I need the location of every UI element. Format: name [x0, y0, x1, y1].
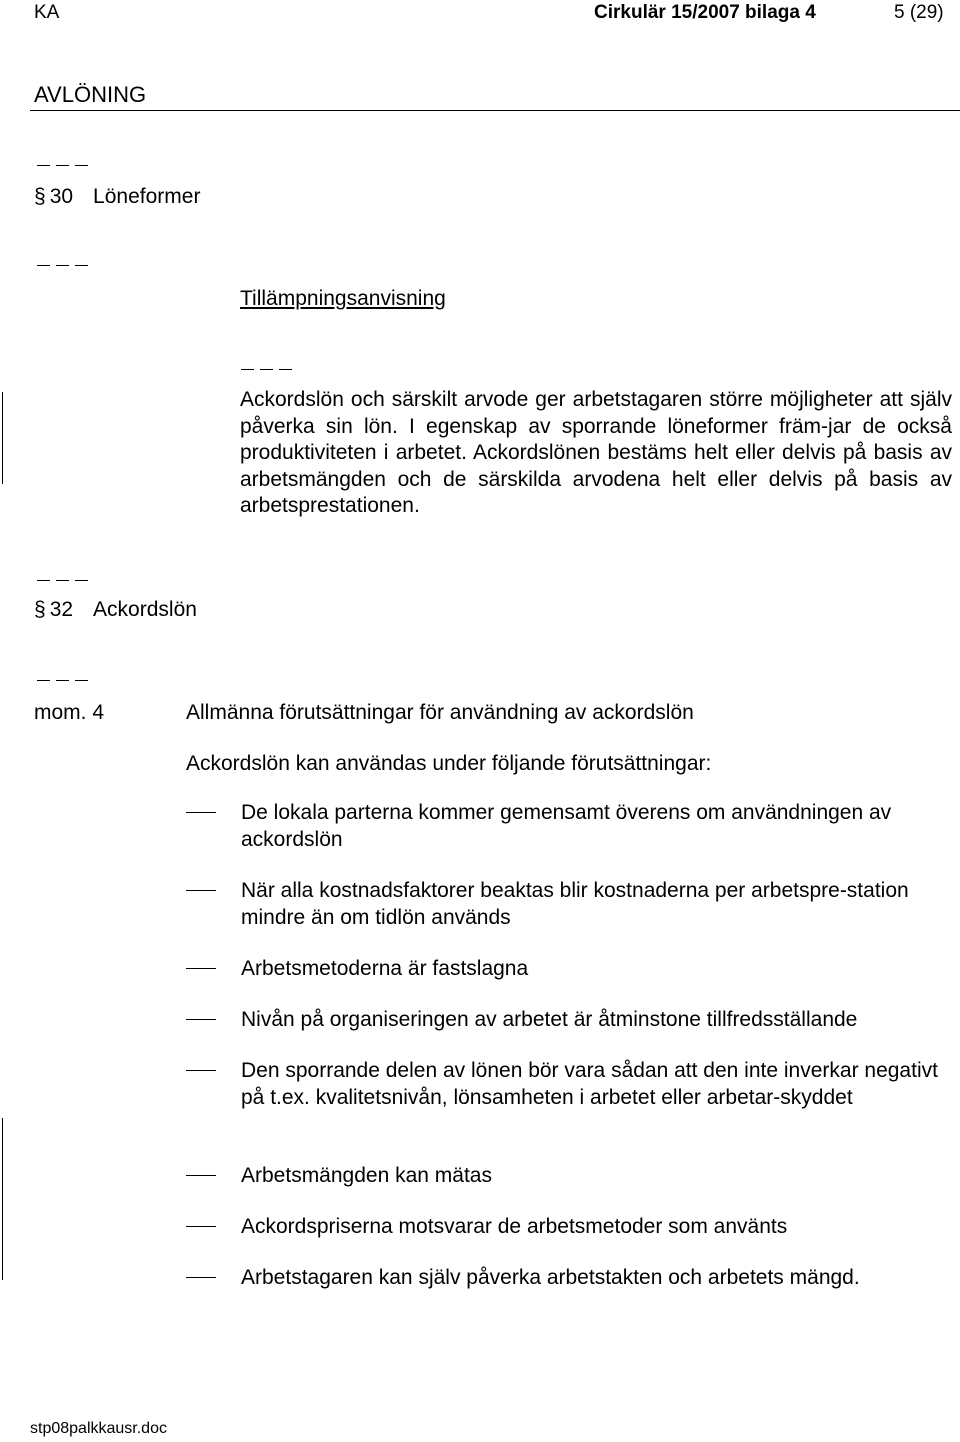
list-item [186, 1214, 952, 1241]
instruction-text: Ackordslön och särskilt arvode ger arbetstagaren större möjligheter att själv påverka sin lön. I egenskap av sporrande löneformer främ-jar de också produktiviteten i arbetet. Ackordslönen bestäms helt eller delvis på basis av arbetsmängden och de särskilda arvodena helt eller delvis på basis av arbetsprestationen. [240, 388, 952, 517]
section-symbol: § [34, 185, 46, 208]
list-item [186, 1265, 952, 1292]
dash-bullet [186, 1277, 216, 1278]
chapter-32-heading [34, 597, 197, 623]
list-item-text: Arbetsmängden kan mätas [241, 1164, 492, 1187]
change-bar [2, 1118, 3, 1280]
dash-bullet [186, 1070, 216, 1071]
section-symbol: § [34, 598, 46, 621]
section-title: AVLÖNING [34, 82, 147, 107]
list-item [186, 878, 952, 931]
footer-filename: stp08palkkausr.doc [30, 1420, 167, 1437]
chapter-number: 30 [49, 185, 74, 208]
chapter-30-heading [34, 184, 200, 210]
list-item [186, 800, 952, 853]
list-item-text: Arbetstagaren kan själv påverka arbetstakten och arbetets mängd. [241, 1266, 860, 1289]
list-item-text: Ackordspriserna motsvarar de arbetsmetoder som använts [241, 1215, 788, 1238]
chapter-name: Ackordslön [93, 598, 197, 621]
dash-bullet [186, 968, 216, 969]
dash-bullet [186, 1226, 216, 1227]
list-item [186, 956, 952, 983]
omission-marker [37, 148, 94, 172]
mom-title: Allmänna förutsättningar för användning av ackordslön [186, 701, 694, 724]
list-item [186, 1163, 952, 1190]
dash-bullet [186, 812, 216, 813]
omission-marker [37, 563, 94, 587]
section-divider [30, 110, 960, 111]
header-page-number: 5 (29) [894, 2, 944, 23]
chapter-name: Löneformer [93, 185, 201, 208]
omission-marker [37, 663, 94, 687]
list-item-text: Nivån på organiseringen av arbetet är åtminstone tillfredsställande [241, 1008, 858, 1031]
dash-bullet [186, 1019, 216, 1020]
header-document-title: Cirkulär 15/2007 bilaga 4 [594, 2, 816, 23]
list-item [186, 1007, 952, 1034]
header-org: KA [34, 2, 60, 23]
dash-bullet [186, 1175, 216, 1176]
dash-bullet [186, 890, 216, 891]
mom-label: mom. 4 [34, 701, 105, 724]
list-item [186, 1058, 952, 1111]
change-bar [2, 392, 3, 484]
list-item-text: Den sporrande delen av lönen bör vara sådan att den inte inverkar negativt på t.ex. kvalitetsnivån, lönsamheten i arbetet eller arbetar-skyddet [241, 1059, 938, 1109]
list-item-text: Arbetsmetoderna är fastslagna [241, 957, 529, 980]
list-item-text: De lokala parterna kommer gemensamt överens om användningen av ackordslön [241, 801, 892, 851]
chapter-number: 32 [49, 598, 74, 621]
instruction-heading: Tillämpningsanvisning [240, 287, 446, 310]
list-item-text: När alla kostnadsfaktorer beaktas blir kostnaderna per arbetspre-station mindre än om tidlön används [241, 879, 909, 929]
omission-marker [241, 352, 298, 376]
omission-marker [37, 248, 94, 272]
conditions-intro: Ackordslön kan användas under följande förutsättningar: [186, 752, 712, 775]
